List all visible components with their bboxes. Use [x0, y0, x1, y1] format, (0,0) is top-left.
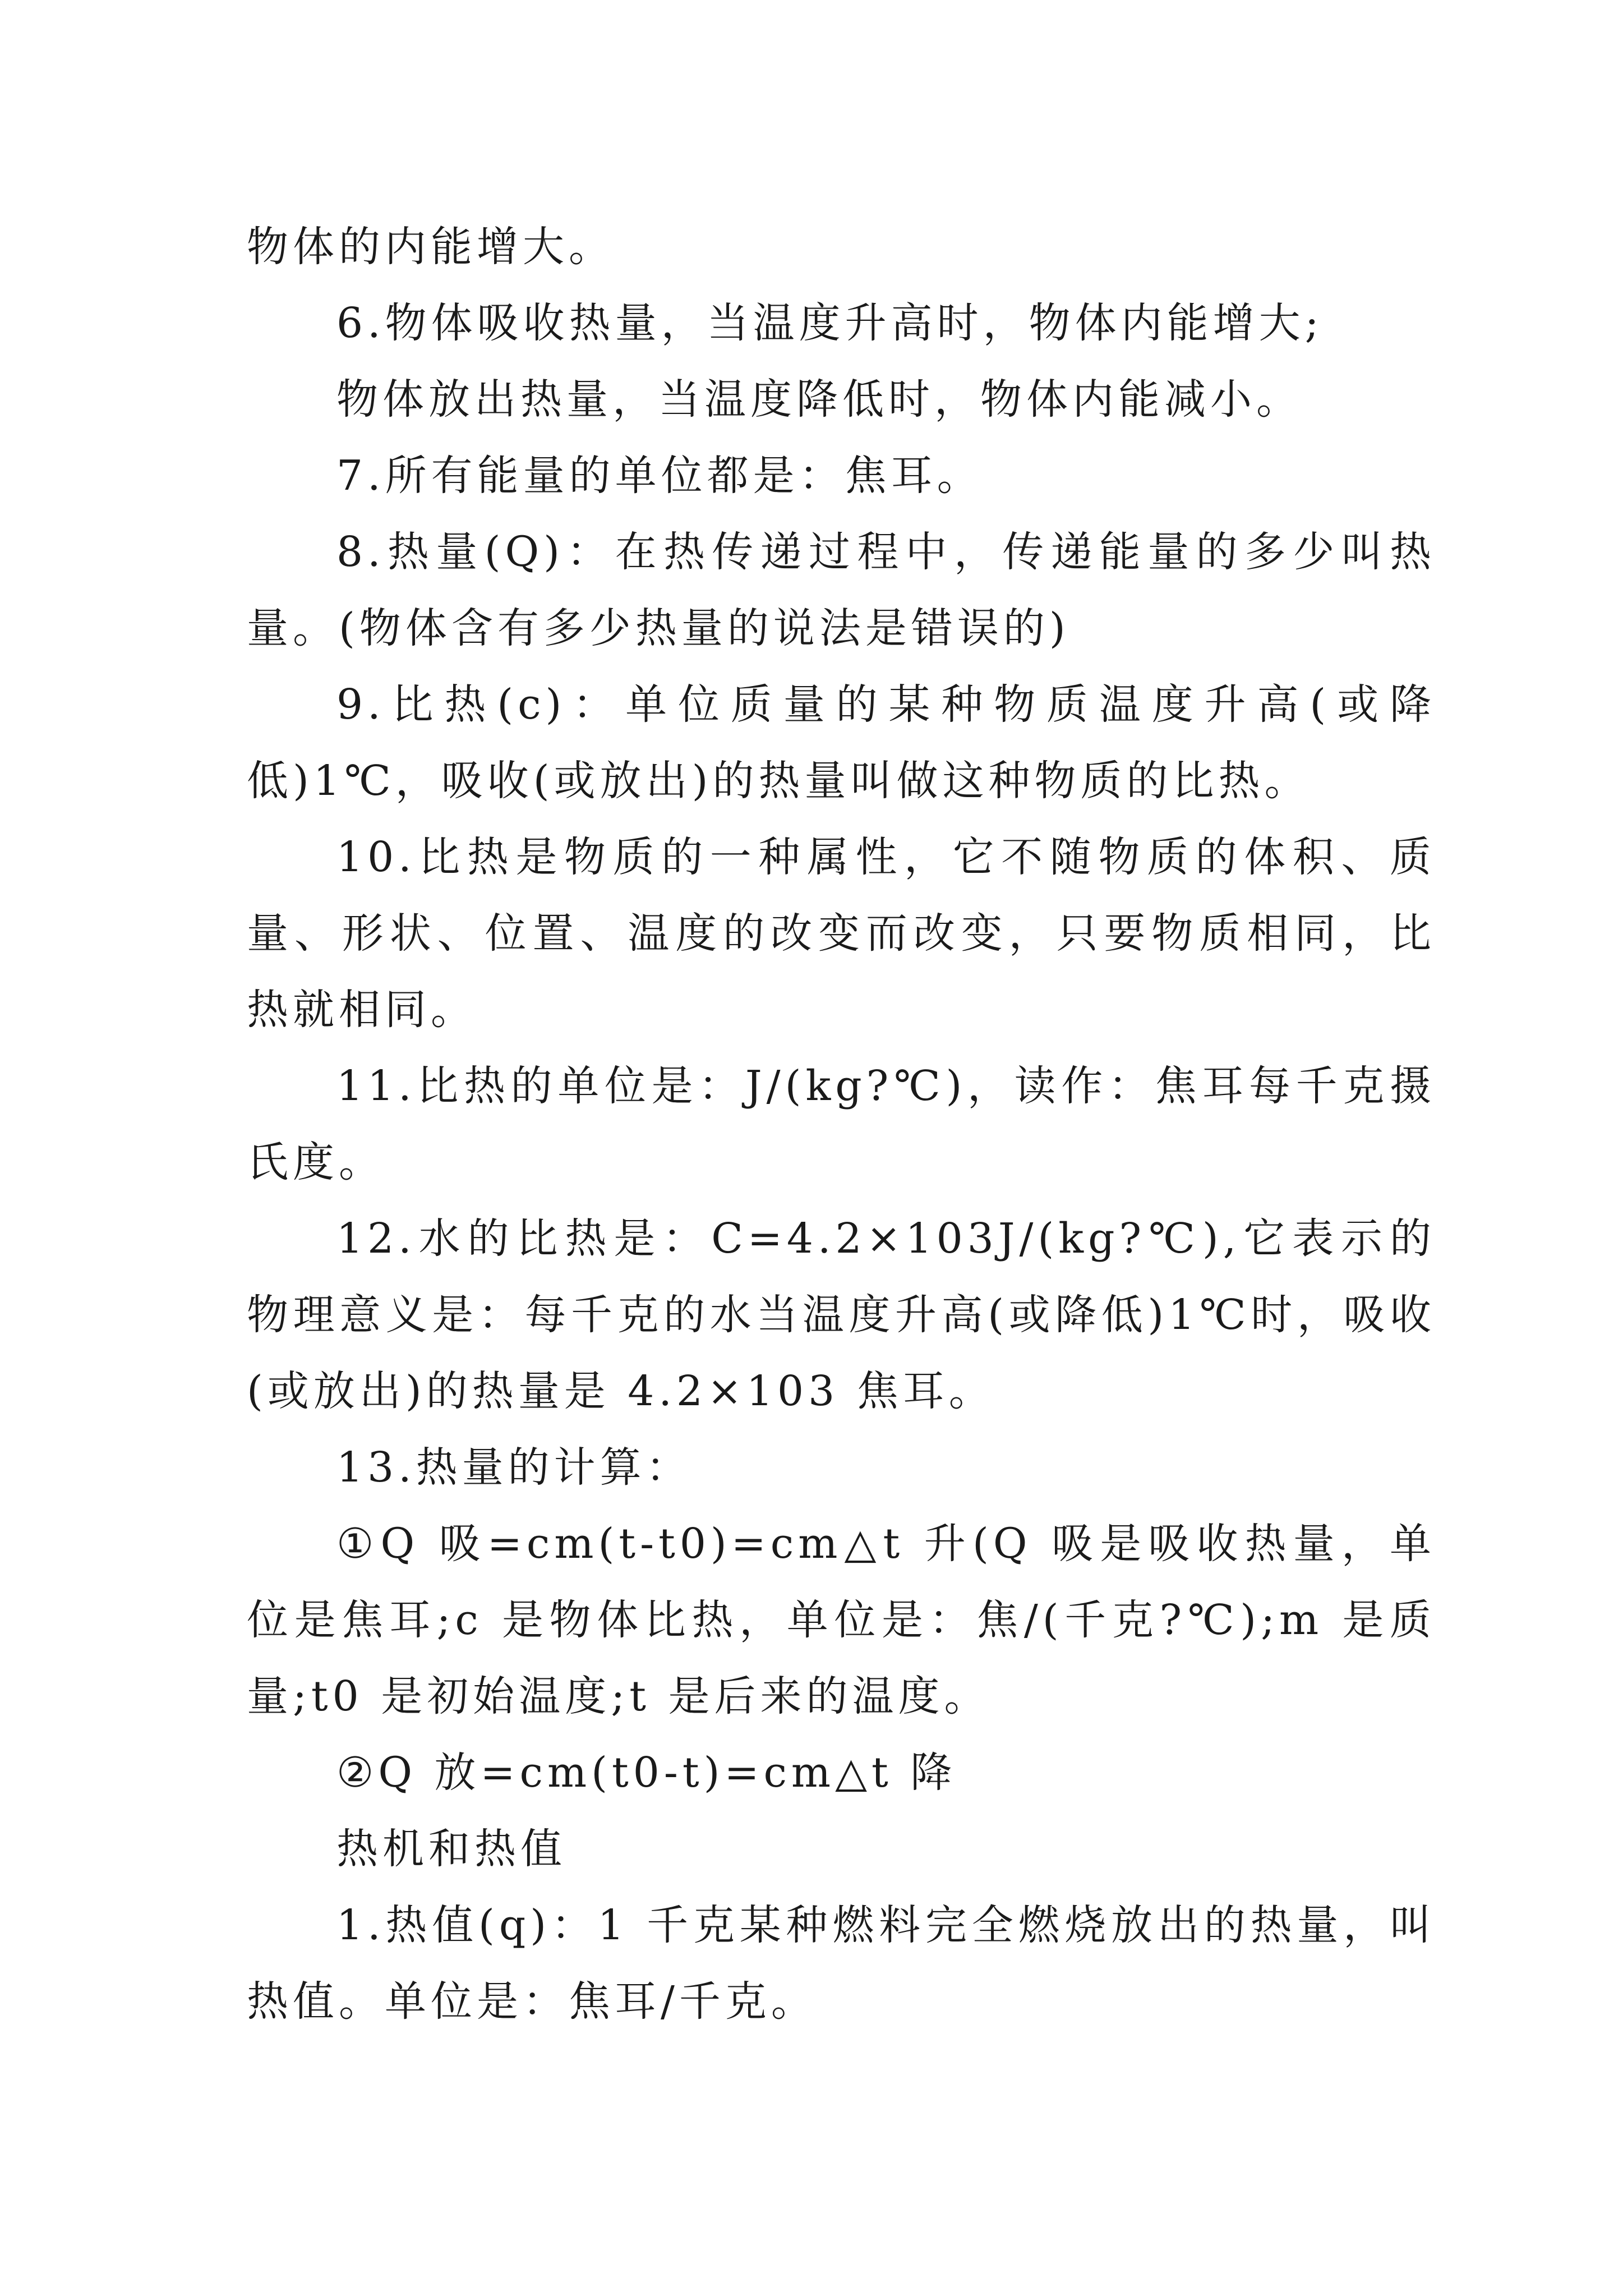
paragraph: 物体的内能增大。: [247, 223, 615, 271]
document-body: [247, 209, 1436, 2040]
paragraph: 6.物体吸收热量，当温度升高时，物体内能增大;: [336, 299, 1324, 347]
paragraph: 1.热值(q)：1 千克某种燃料完全燃烧放出的热量，叫热值。单位是：焦耳/千克。: [247, 1901, 1436, 2026]
section-heading: 热机和热值: [336, 1825, 566, 1873]
paragraph: 物体放出热量，当温度降低时，物体内能减小。: [336, 375, 1302, 424]
paragraph: ①Q 吸=cm(t-t0)=cm△t 升(Q 吸是吸收热量，单位是焦耳;c 是物体比热，单位是：焦/(千克?℃);m 是质量;t0 是初始温度;t 是后来的温度。: [247, 1520, 1436, 1720]
paragraph: 10.比热是物质的一种属性，它不随物质的体积、质量、形状、位置、温度的改变而改变，只要物质相同，比热就相同。: [247, 833, 1436, 1034]
paragraph: 13.热量的计算：: [336, 1443, 692, 1492]
paragraph: 11.比热的单位是：J/(kg?℃)，读作：焦耳每千克摄氏度。: [247, 1062, 1436, 1186]
paragraph: 12.水的比热是：C=4.2×103J/(kg?℃),它表示的物理意义是：每千克的水当温度升高(或降低)1℃时，吸收(或放出)的热量是 4.2×103 焦耳。: [247, 1214, 1436, 1415]
paragraph: 9.比热(c)：单位质量的某种物质温度升高(或降低)1℃，吸收(或放出)的热量叫做这种物质的比热。: [247, 680, 1436, 805]
paragraph: ②Q 放=cm(t0-t)=cm△t 降: [336, 1749, 957, 1797]
paragraph: 7.所有能量的单位都是：焦耳。: [336, 452, 983, 500]
paragraph: 8.热量(Q)：在热传递过程中，传递能量的多少叫热量。(物体含有多少热量的说法是错误的): [247, 528, 1436, 652]
